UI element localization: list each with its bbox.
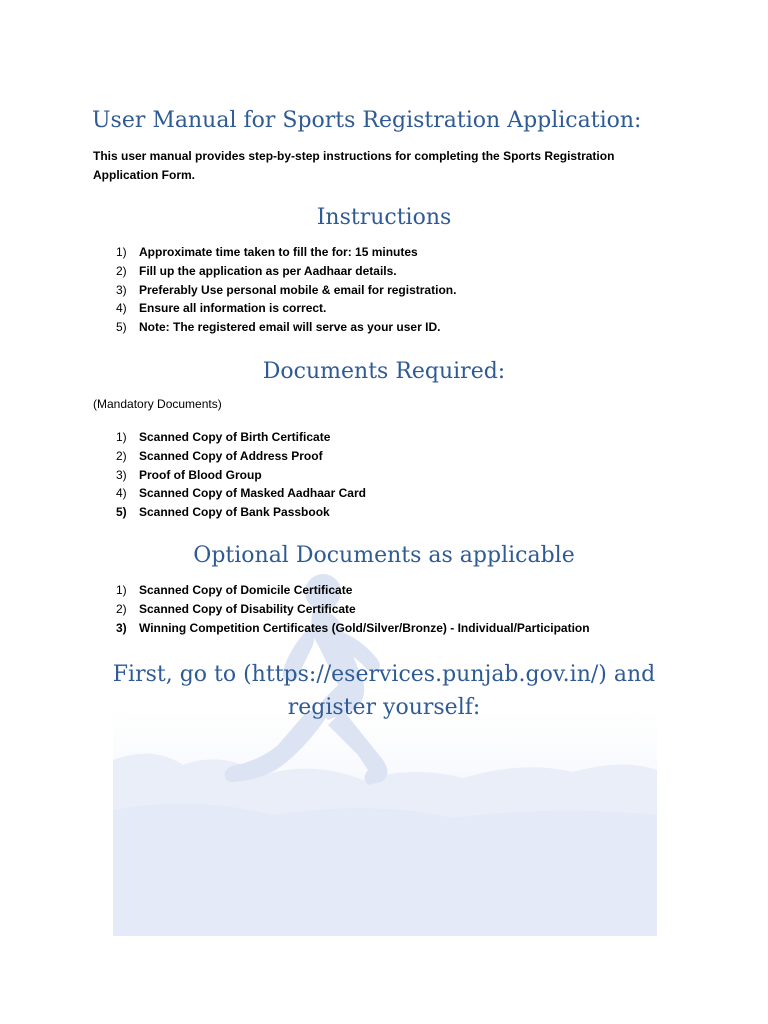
optional-documents-heading: Optional Documents as applicable xyxy=(193,543,575,568)
list-number: 2) xyxy=(116,263,127,278)
list-number: 4) xyxy=(116,486,127,501)
list-text: Scanned Copy of Disability Certificate xyxy=(139,601,356,616)
list-item xyxy=(116,503,366,522)
list-item xyxy=(116,299,456,318)
list-item xyxy=(116,318,456,337)
list-number: 2) xyxy=(116,448,127,463)
list-number: 4) xyxy=(116,301,127,316)
list-text: Ensure all information is correct. xyxy=(139,301,327,316)
list-number: 1) xyxy=(116,430,127,444)
list-number: 3) xyxy=(116,282,127,297)
list-item xyxy=(116,600,590,619)
list-item xyxy=(116,262,456,281)
list-text: Note: The registered email will serve as your user ID. xyxy=(139,320,441,335)
list-item xyxy=(116,619,590,638)
document-title: User Manual for Sports Registration Application: xyxy=(92,108,642,133)
list-text: Scanned Copy of Birth Certificate xyxy=(139,430,331,444)
documents-required-heading: Documents Required: xyxy=(262,359,506,384)
list-item xyxy=(116,243,456,262)
list-item xyxy=(116,581,590,600)
list-number: 5) xyxy=(116,320,127,335)
list-item xyxy=(116,466,366,485)
list-item xyxy=(116,447,366,466)
list-item xyxy=(116,281,456,300)
mandatory-documents-note: (Mandatory Documents) xyxy=(93,397,222,411)
intro-paragraph: This user manual provides step-by-step instructions for completing the Sports Registration Application Form. xyxy=(93,149,615,182)
list-item xyxy=(116,484,366,503)
list-number: 1) xyxy=(116,245,127,259)
list-text: Preferably Use personal mobile & email for registration. xyxy=(139,282,457,297)
list-text: Scanned Copy of Masked Aadhaar Card xyxy=(139,486,366,501)
list-number: 5) xyxy=(116,505,127,520)
list-text: Fill up the application as per Aadhaar details. xyxy=(139,263,397,278)
list-number: 1) xyxy=(116,583,127,597)
instructions-list xyxy=(116,243,456,337)
list-number: 2) xyxy=(116,601,127,616)
optional-documents-list xyxy=(116,581,590,637)
list-text: Scanned Copy of Address Proof xyxy=(139,448,323,463)
list-text: Scanned Copy of Bank Passbook xyxy=(139,505,330,520)
instructions-heading: Instructions xyxy=(316,205,452,230)
registration-instruction-line2: register yourself: xyxy=(287,695,481,720)
list-number: 3) xyxy=(116,467,127,482)
list-item xyxy=(116,428,366,447)
list-text: Approximate time taken to fill the for: 15 minutes xyxy=(139,245,418,259)
registration-instruction-line1: First, go to (https://eservices.punjab.gov.in/) and xyxy=(112,662,656,687)
documents-list xyxy=(116,428,366,522)
list-number: 3) xyxy=(116,620,127,635)
registration-instruction xyxy=(0,658,768,724)
list-text: Winning Competition Certificates (Gold/Silver/Bronze) - Individual/Participation xyxy=(139,620,590,635)
list-text: Scanned Copy of Domicile Certificate xyxy=(139,583,353,597)
list-text: Proof of Blood Group xyxy=(139,467,262,482)
